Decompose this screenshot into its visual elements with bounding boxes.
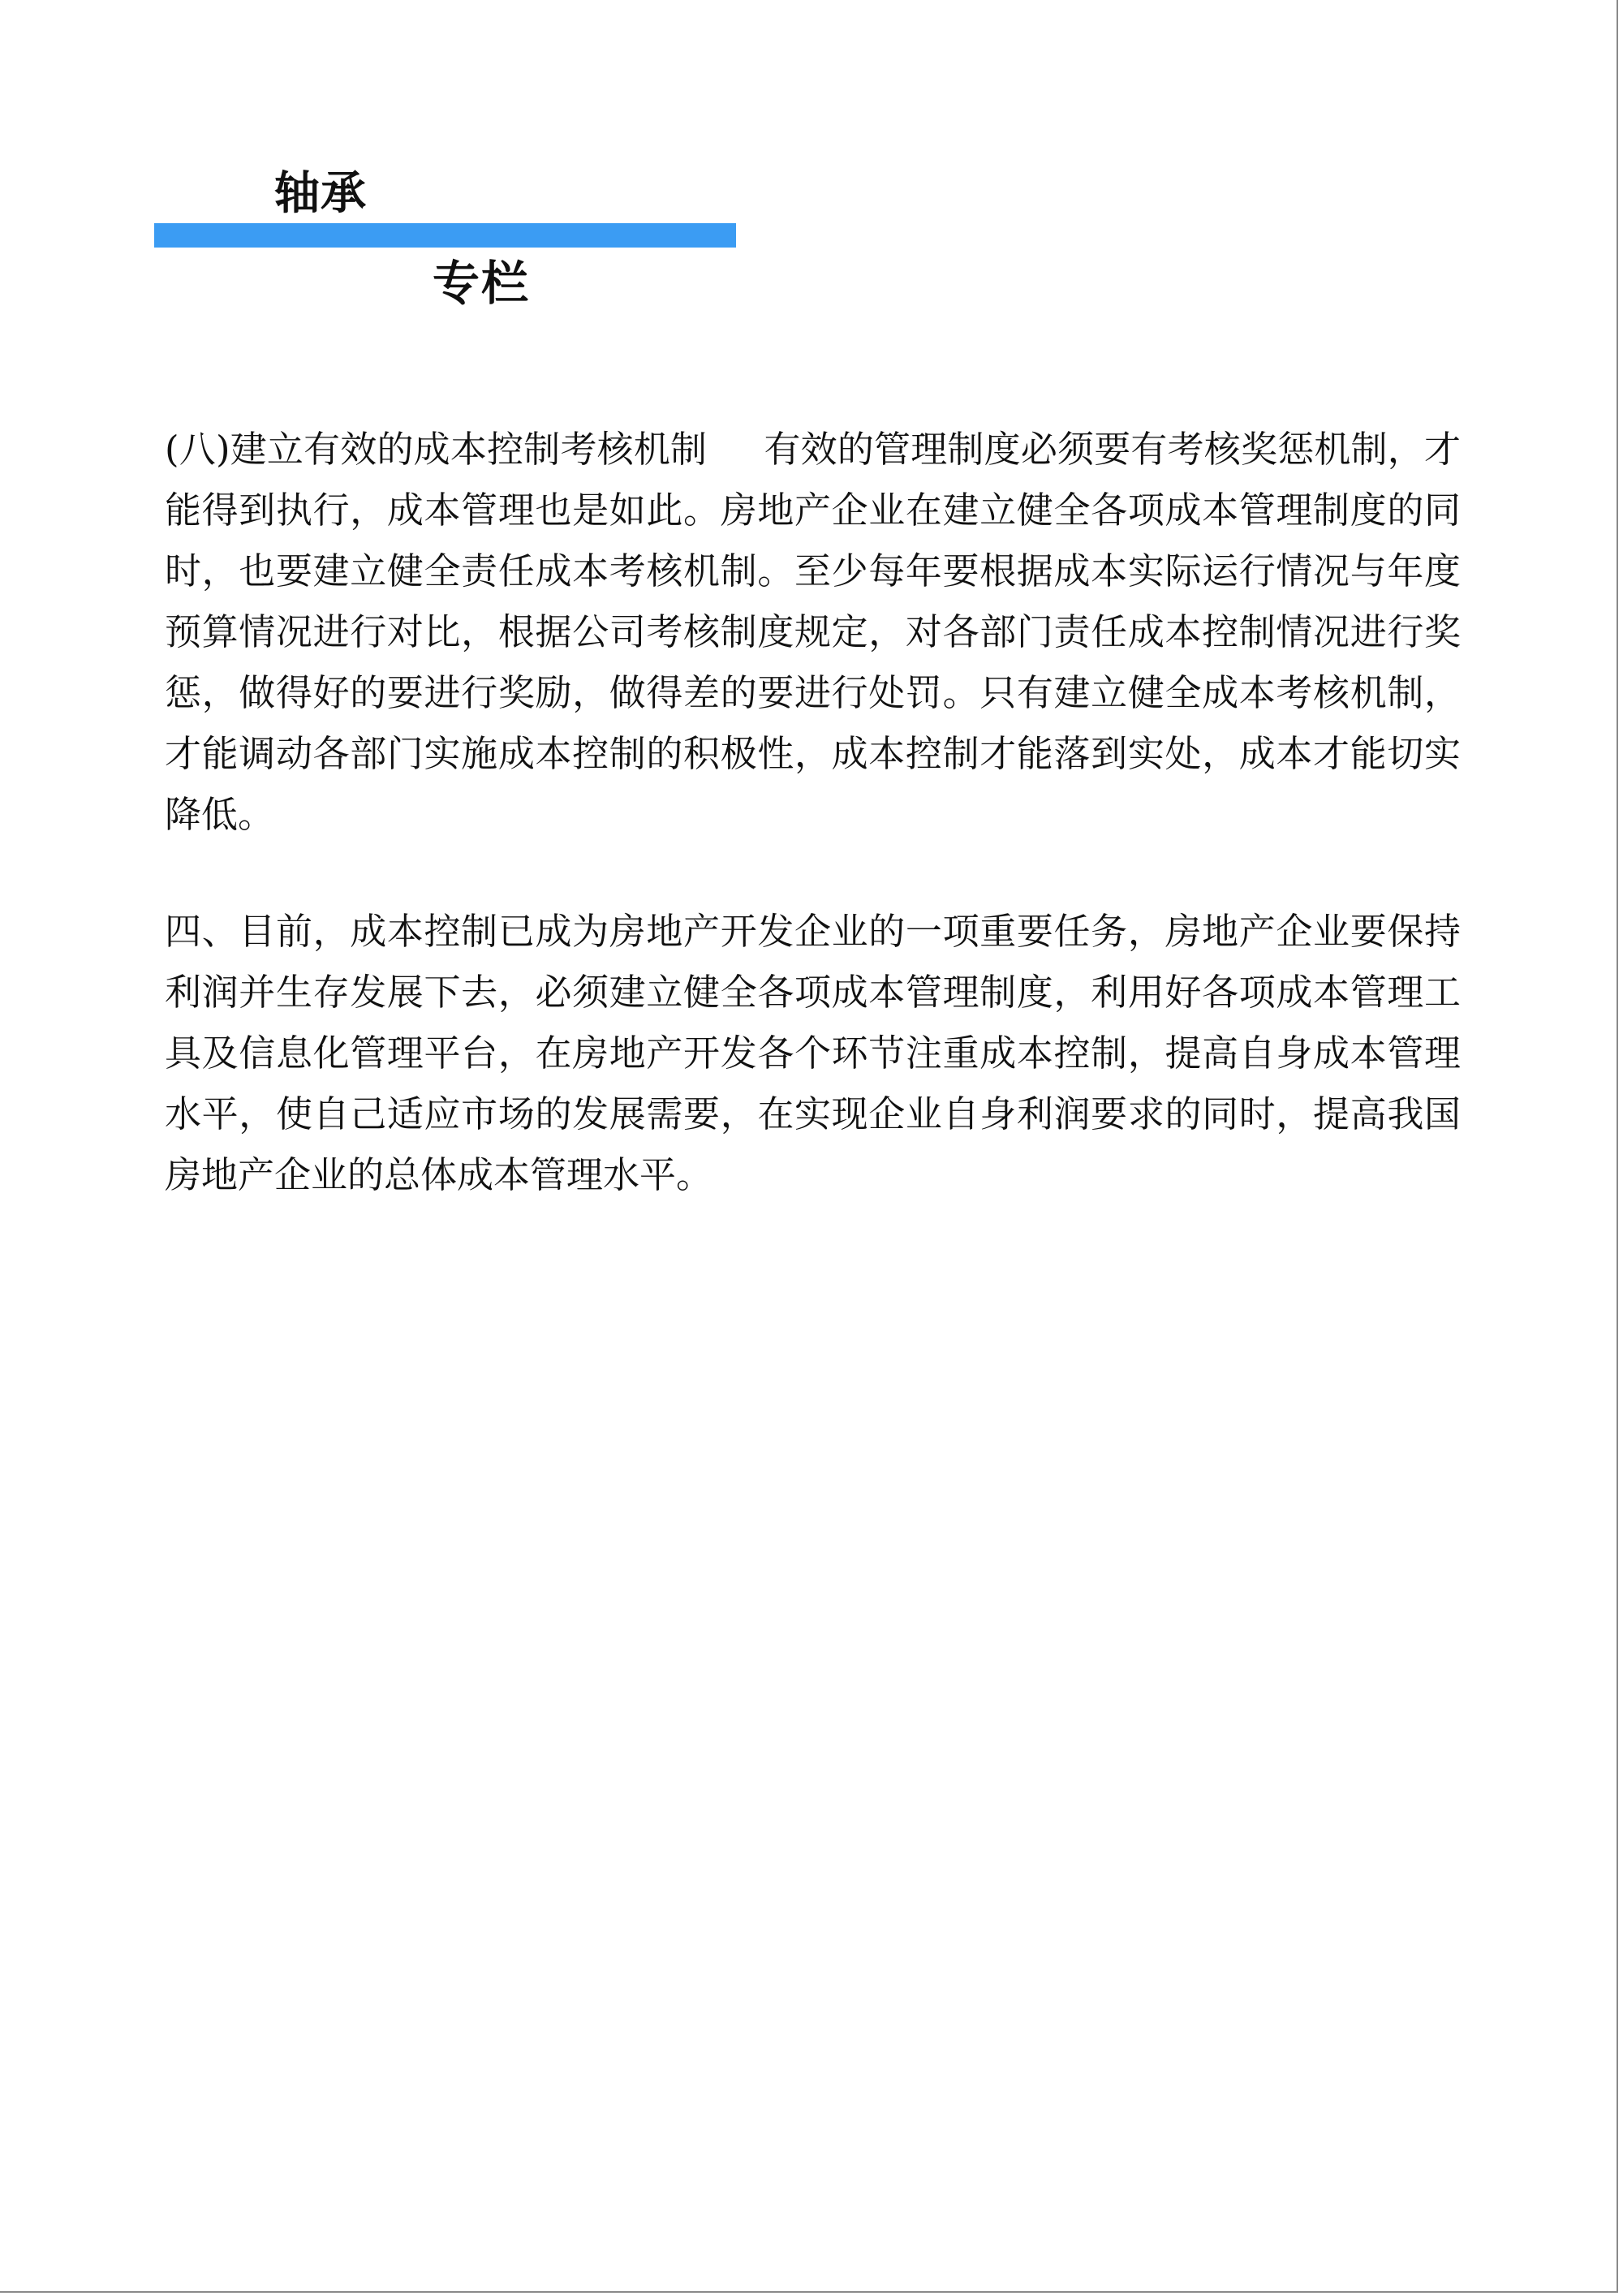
column-header	[0, 0, 812, 341]
header-top-label: 轴承	[274, 166, 367, 220]
article-body	[165, 419, 1461, 1205]
paragraph-section-8	[165, 419, 1461, 845]
section-8-body: 有效的管理制度必须要有考核奖惩机制，才能得到执行，成本管理也是如此。房地产企业在建立健全各项成本管理制度的同时，也要建立健全责任成本考核机制。至少每年要根据成本实际运行情况与年度预算情况进行对比，根据公司考核制度规定，对各部门责任成本控制情况进行奖惩，做得好的要进行奖励，做得差的要进行处罚。只有建立健全成本考核机制，才能调动各部门实施成本控制的积极性，成本控制才能落到实处，成本才能切实降低。	[165, 428, 1461, 836]
section-8-heading: (八)建立有效的成本控制考核机制	[165, 428, 708, 471]
header-accent-bar	[154, 223, 736, 248]
header-bottom-label: 专栏	[433, 256, 531, 311]
paragraph-section-4: 四、目前，成本控制已成为房地产开发企业的一项重要任务，房地产企业要保持利润并生存发展下去，必须建立健全各项成本管理制度，利用好各项成本管理工具及信息化管理平台，在房地产开发各个环节注重成本控制，提高自身成本管理水平，使自己适应市场的发展需要，在实现企业自身利润要求的同时，提高我国房地产企业的总体成本管理水平。	[165, 910, 1461, 1196]
